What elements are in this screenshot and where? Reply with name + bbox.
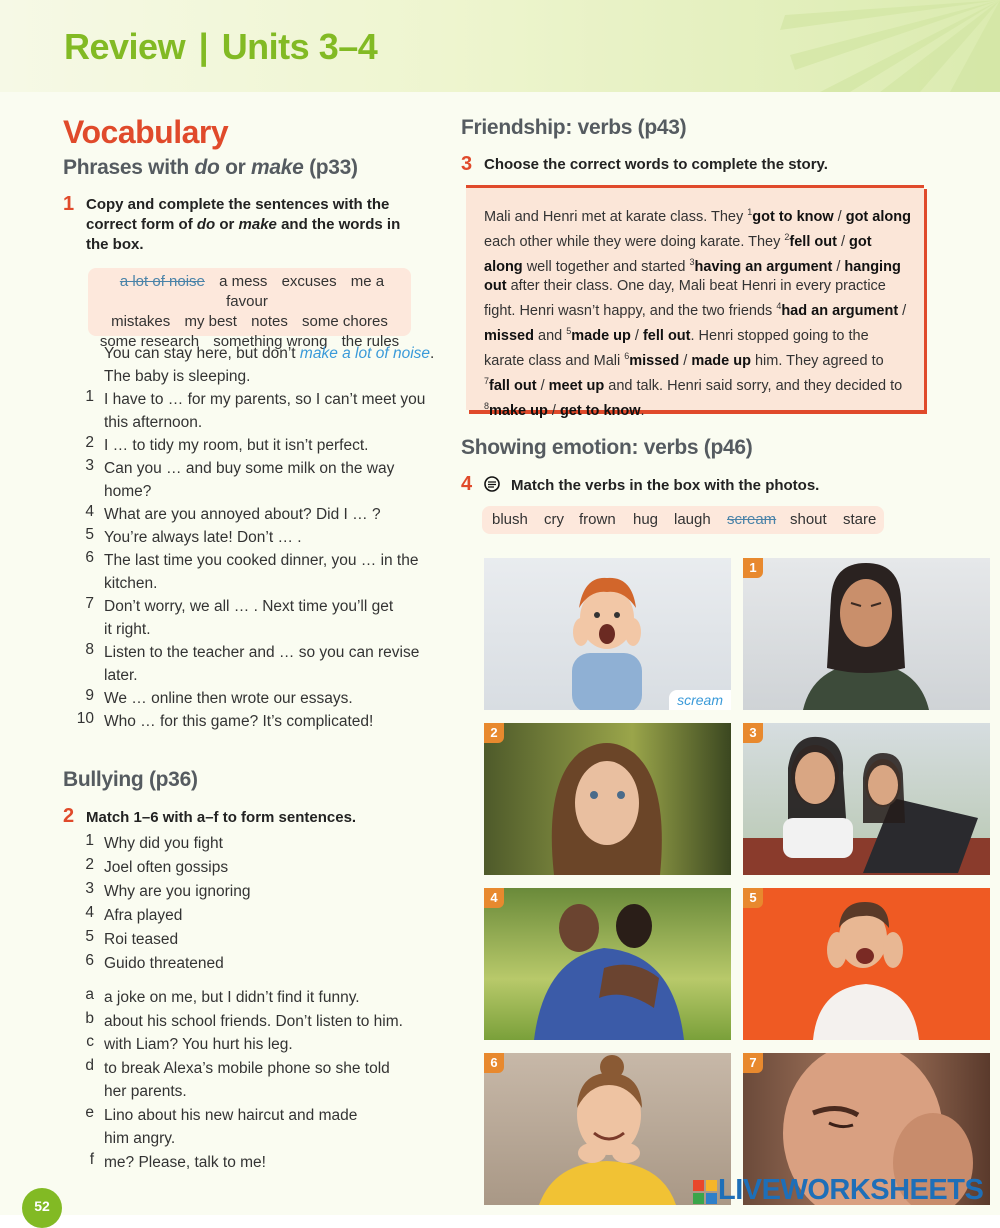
choice-option[interactable]: having an argument <box>694 258 833 275</box>
photo-label: 7 <box>743 1053 763 1073</box>
phrases-heading: Phrases with do or make (p33) <box>63 156 358 179</box>
choice-option[interactable]: fall out <box>489 377 537 394</box>
ending-text: with Liam? You hurt his leg. <box>104 1036 293 1053</box>
item-text: Can you … and buy some milk on the way <box>104 460 395 477</box>
ending-letter: e <box>85 1103 94 1121</box>
item-text: Why are you ignoring <box>104 883 251 900</box>
choice-option[interactable]: made up <box>691 352 751 369</box>
word-box-item: some chores <box>302 313 388 330</box>
ending-letter: b <box>85 1009 94 1027</box>
choice-option[interactable]: fell out <box>789 233 837 250</box>
photo-2 <box>484 723 731 875</box>
page-number: 52 <box>22 1188 62 1228</box>
liveworksheets-logo-icon <box>693 1180 717 1204</box>
exercise-4-instruction: Match the verbs in the box with the photos. <box>511 477 820 494</box>
story-text: Mali and Henri met at karate class. They $^1$got to know / got along each other while they were doing karate. They $^2$fell out / got along well together and started $^3$having an argument / hanging out after their class. One day, Mali beat Henri in every practice fight. Henri wasn’t happy, and the two friends $^4$had an argument / missed and $^5$made up / fell out. Henri stopped going to the karate class and Mali $^6$missed / made up him. They agreed to $^7$fall out / meet up and talk. Henri said sorry, and they decided to $^8$make up / get to know. <box>484 207 911 419</box>
item-number: 3 <box>85 457 94 474</box>
photo-3 <box>743 723 990 875</box>
item-text: Don’t worry, we all … . Next time you’ll get <box>104 598 394 615</box>
word-box-1 <box>88 268 411 350</box>
bullying-heading: Bullying (p36) <box>63 768 198 791</box>
item-text: What are you annoyed about? Did I … ? <box>104 506 381 523</box>
item-text: You’re always late! Don’t … . <box>104 529 302 546</box>
shouting-boy-image <box>743 888 990 1040</box>
word-box-item: my best <box>184 313 237 330</box>
frowning-girl-image <box>743 558 990 710</box>
choice-option[interactable]: got to know <box>752 208 834 225</box>
word-box-item: the rules <box>341 333 400 350</box>
listening-disc-icon <box>484 476 500 492</box>
exercise-3-instruction: Choose the correct words to complete the story. <box>484 156 828 173</box>
story-box <box>466 185 924 419</box>
choice-option[interactable]: got along <box>484 233 872 275</box>
choice-option[interactable]: meet up <box>548 377 605 394</box>
item-text: Listen to the teacher and … so you can revise <box>104 644 420 661</box>
ending-text: to break Alexa’s mobile phone so she told <box>104 1059 390 1077</box>
screaming-boy-image <box>484 558 731 710</box>
item-text: I … to tidy my room, but it isn’t perfect. <box>104 437 369 454</box>
item-text-cont: this afternoon. <box>104 414 203 431</box>
verb-item: hug <box>633 511 659 528</box>
exercise-2-instruction: Match 1–6 with a–f to form sentences. <box>86 809 357 826</box>
photo-4 <box>484 888 731 1040</box>
photo-label: 1 <box>743 558 763 578</box>
choice-option[interactable]: fell out <box>642 328 691 345</box>
photo-label: 4 <box>484 888 504 908</box>
ending-text-cont: her parents. <box>104 1083 187 1100</box>
item-number: 3 <box>85 880 94 897</box>
ending-text: about his school friends. Don’t listen to him. <box>104 1012 403 1030</box>
item-number: 2 <box>85 434 94 451</box>
ending-letter: f <box>89 1150 94 1168</box>
choice-option[interactable]: make up <box>489 402 548 419</box>
exercise-1-instruction: Copy and complete the sentences with the correct form of do or make and the words in the box. <box>86 196 401 253</box>
word-box-item: a mess <box>219 273 268 290</box>
verb-box <box>482 506 884 534</box>
choice-option[interactable]: hanging out <box>484 258 901 295</box>
item-number: 2 <box>85 856 94 873</box>
choice-option[interactable]: get to know <box>559 402 641 419</box>
hugging-men-image <box>484 888 731 1040</box>
sunburst-decoration <box>620 0 1000 92</box>
photo-1 <box>743 558 990 710</box>
ending-letter: d <box>85 1056 94 1074</box>
laughing-girls-image <box>743 723 990 875</box>
staring-woman-image <box>484 723 731 875</box>
example-sentence-cont: The baby is sleeping. <box>104 368 251 385</box>
photo-5 <box>743 888 990 1040</box>
verb-item: frown <box>579 511 616 528</box>
example-sentence: You can stay here, but don’t make a lot of noise. <box>104 345 435 362</box>
example-answer: make a lot of noise <box>299 345 431 362</box>
exercise-2-number: 2 <box>63 805 75 827</box>
item-number: 9 <box>85 687 94 704</box>
item-text: Roi teased <box>104 931 179 948</box>
item-number: 4 <box>85 904 94 921</box>
photo-example <box>484 558 731 710</box>
page-header <box>0 0 1000 92</box>
item-number: 7 <box>85 595 94 612</box>
item-text: We … online then wrote our essays. <box>104 690 353 707</box>
photo-label: 5 <box>743 888 763 908</box>
choice-option[interactable]: made up <box>571 328 631 345</box>
ending-text-cont: him angry. <box>104 1130 176 1147</box>
item-number: 8 <box>85 641 94 658</box>
item-text-cont: kitchen. <box>104 575 158 592</box>
exercise-1-number: 1 <box>63 193 75 215</box>
ending-letter: a <box>85 986 94 1003</box>
page-title: Review | Units 3–4 <box>64 26 378 67</box>
item-text: I have to … for my parents, so I can’t meet you <box>104 391 426 408</box>
photo-caption: scream <box>669 690 731 710</box>
word-box-item: notes <box>251 313 288 330</box>
ending-letter: c <box>86 1033 94 1050</box>
word-box-item: some research <box>99 333 200 350</box>
choice-option[interactable]: missed <box>629 352 680 369</box>
ending-text: a joke on me, but I didn’t find it funny. <box>104 989 360 1006</box>
photo-label: 3 <box>743 723 763 743</box>
verb-item: stare <box>843 511 877 528</box>
exercise-3-number: 3 <box>461 153 473 175</box>
item-number: 5 <box>85 526 94 543</box>
ending-text: me? Please, talk to me! <box>104 1153 266 1171</box>
item-text-cont: home? <box>104 483 152 500</box>
choice-option[interactable]: missed <box>484 328 534 345</box>
verb-item: scream <box>727 511 777 528</box>
item-number: 5 <box>85 928 94 945</box>
item-text: Why did you fight <box>104 835 223 852</box>
vocabulary-heading: Vocabulary <box>63 114 229 150</box>
photo-label: 6 <box>484 1053 504 1073</box>
word-box-item: a lot of noise <box>119 273 205 290</box>
item-number: 1 <box>85 388 94 405</box>
verb-item: shout <box>790 511 827 528</box>
watermark: LIVEWORKSHEETS <box>718 1174 984 1206</box>
item-number: 6 <box>85 549 94 566</box>
item-text: Joel often gossips <box>104 859 229 876</box>
item-text: Afra played <box>104 907 183 924</box>
ending-text: Lino about his new haircut and made <box>104 1106 358 1124</box>
item-number: 10 <box>76 710 94 727</box>
item-text: The last time you cooked dinner, you … in the <box>104 552 419 569</box>
item-text: Guido threatened <box>104 955 224 972</box>
verb-item: laugh <box>674 511 711 528</box>
item-text: Who … for this game? It’s complicated! <box>104 713 374 730</box>
word-box-item: mistakes <box>111 313 171 330</box>
photo-label: 2 <box>484 723 504 743</box>
word-box-item: something wrong <box>213 333 328 350</box>
verb-item: cry <box>544 511 564 528</box>
choice-option[interactable]: had an argument <box>781 303 899 320</box>
item-text-cont: it right. <box>104 621 151 638</box>
item-number: 6 <box>85 952 94 969</box>
friendship-heading: Friendship: verbs (p43) <box>461 116 687 139</box>
emotion-heading: Showing emotion: verbs (p46) <box>461 436 753 459</box>
item-number: 1 <box>85 832 94 849</box>
item-number: 4 <box>85 503 94 520</box>
verb-item: blush <box>492 511 528 528</box>
choice-option[interactable]: got along <box>845 208 911 225</box>
exercise-4-number: 4 <box>461 473 473 495</box>
item-text-cont: later. <box>104 667 138 684</box>
word-box-item: excuses <box>281 273 337 290</box>
word-box-item: me a favour <box>226 273 385 310</box>
